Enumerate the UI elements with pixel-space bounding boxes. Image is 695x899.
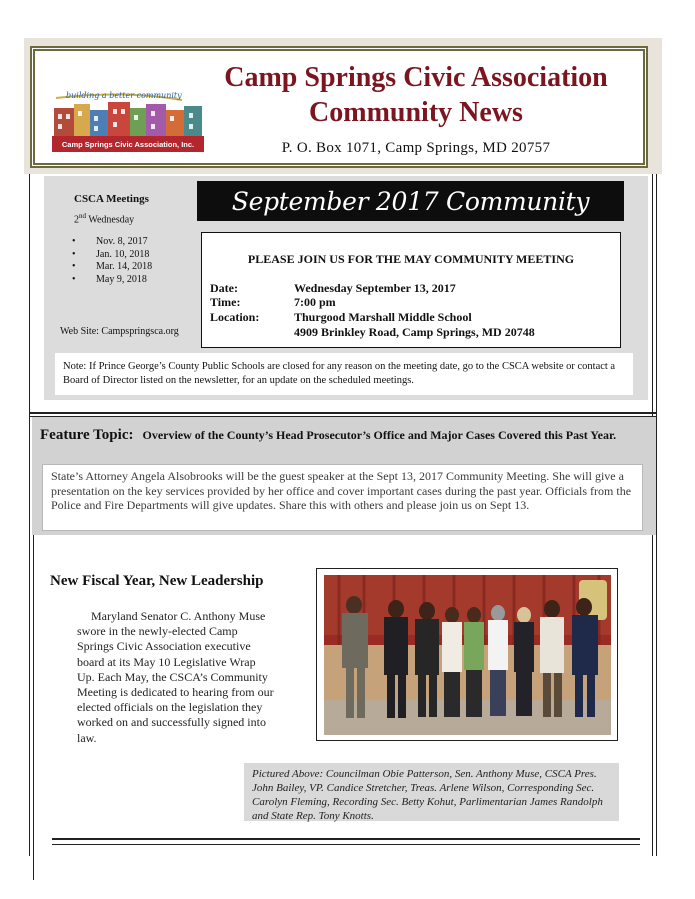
feature-label: Feature Topic: (40, 427, 134, 443)
leadership-title: New Fiscal Year, New Leadership (50, 573, 264, 589)
date-value: Wednesday September 13, 2017 (294, 281, 456, 295)
time-label: Time: (210, 295, 241, 309)
closure-note: Note: If Prince George’s County Public Schools are closed for any reason on the meeting date, go to the CSCA website or contact a Board of Director listed on the newsletter, for an update on the scheduled meetings. (55, 353, 633, 395)
page-border-left-bottom (33, 535, 34, 880)
leadership-body-text: Maryland Senator C. Anthony Muse swore in the newly-elected Camp Springs Civic Association executive board at its May 10 Legislative Wrap Up. Each May, the CSCA’s Community Meeting is dedicated to hearing from our elected officials on the legislation they worked on and successfully signed into law. (77, 609, 274, 745)
date-row (210, 281, 456, 296)
page-border-right (656, 174, 657, 856)
location-row (210, 310, 472, 325)
logo-banner-text: Camp Springs Civic Association, Inc. (61, 140, 195, 149)
meeting-date-item: • Nov. 8, 2017 (72, 236, 152, 249)
feature-heading (40, 427, 652, 443)
footer-rule (52, 844, 640, 845)
date-label: Date: (210, 281, 238, 295)
website-text: Web Site: Campspringsca.org (60, 326, 179, 337)
logo (52, 86, 204, 154)
page-border-left (29, 174, 30, 856)
meeting-date-item: • Jan. 10, 2018 (72, 249, 152, 262)
mailing-address: P. O. Box 1071, Camp Springs, MD 20757 (281, 140, 551, 156)
location-address: 4909 Brinkley Road, Camp Springs, MD 20748 (294, 325, 535, 339)
time-row (210, 295, 336, 310)
feature-body: State’s Attorney Angela Alsobrooks will be the guest speaker at the Sept 13, 2017 Community Meeting. She will give a presentation on the key services provided by her office and cover important cases during the past year. Officials from the Police and Fire Departments will give updates. Share this with others and please join us on Sept 13. (42, 464, 643, 531)
meetings-title: CSCA Meetings (74, 193, 149, 205)
org-name: Camp Springs Civic Association (224, 62, 608, 93)
meetings-schedule (74, 212, 134, 225)
photo-caption: Pictured Above: Councilman Obie Patterson, Sen. Anthony Muse, CSCA Pres. John Bailey, VP. Candice Stretcher, Treas. Arlene Wilson, Corresponding Sec. Carolyn Fleming, Recording Sec. Betty Kohut, Parlimentarian James Randolph and State Rep. Tony Knotts. (244, 763, 619, 821)
schedule-ordinal: nd (79, 212, 86, 220)
logo-tagline: building a better community (66, 91, 182, 100)
footer-rule (52, 838, 640, 840)
group-photo (324, 575, 611, 735)
meeting-dates-list (72, 236, 152, 286)
meeting-banner: September 2017 Community (197, 181, 624, 221)
location-value: Thurgood Marshall Middle School (294, 310, 472, 324)
feature-title: Overview of the County’s Head Prosecutor’s Office and Major Cases Covered this Past Year. (142, 428, 617, 442)
location-label: Location: (210, 310, 260, 324)
section-divider (29, 412, 657, 414)
time-value: 7:00 pm (294, 295, 336, 309)
meeting-invite: PLEASE JOIN US FOR THE MAY COMMUNITY MEETING (247, 252, 575, 266)
schedule-number: 2 (74, 214, 79, 226)
meeting-details-box (201, 232, 621, 348)
leadership-body (77, 609, 275, 746)
meeting-date-item: • May 9, 2018 (72, 274, 152, 287)
newsletter-title: Community News (309, 97, 523, 128)
meeting-date-item: • Mar. 14, 2018 (72, 261, 152, 274)
schedule-day: Wednesday (86, 214, 135, 226)
